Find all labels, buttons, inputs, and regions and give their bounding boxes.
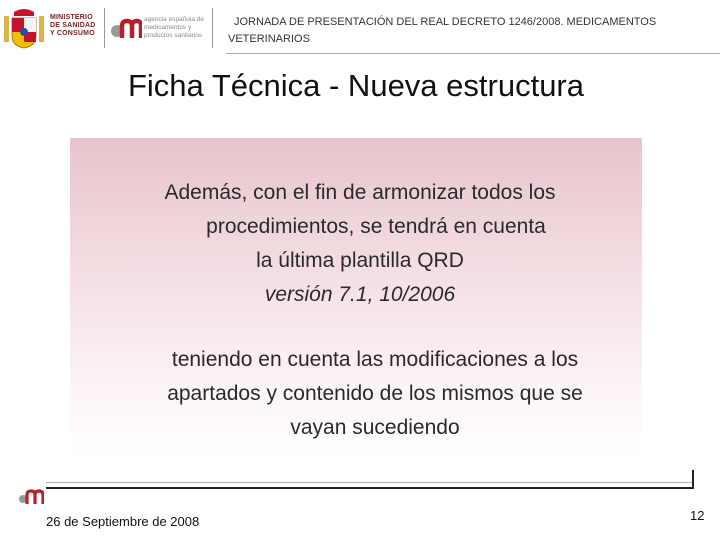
footer-divider xyxy=(46,487,694,489)
event-title: JORNADA DE PRESENTACIÓN DEL REAL DECRETO 1246/2008. MEDICAMENTOS VETERINARIOS xyxy=(228,16,657,45)
logo-separator xyxy=(104,8,105,48)
slide-header xyxy=(0,0,720,56)
agencia-logo-text: agencia española de medicamentos y productos sanitarios xyxy=(144,16,204,39)
slide-title: Ficha Técnica - Nueva estructura xyxy=(127,68,584,103)
header-divider xyxy=(226,53,720,54)
ministerio-logo-text: MINISTERIO DE SANIDAD Y CONSUMO xyxy=(50,14,96,37)
paragraph-line: Además, con el fin de armonizar todos los xyxy=(164,181,556,204)
paragraph-line: procedimientos, se tendrá en cuenta xyxy=(206,215,546,238)
footer-divider-tick xyxy=(692,470,694,489)
paragraph-qrd xyxy=(120,176,600,312)
footer-divider xyxy=(46,482,694,483)
logo-separator xyxy=(212,8,213,48)
paragraph-line: vayan sucediendo xyxy=(290,416,460,439)
page-number: 12 xyxy=(690,508,705,523)
agencia-logo xyxy=(110,10,210,50)
footer-date: 26 de Septiembre de 2008 xyxy=(46,514,200,529)
paragraph-line: teniendo en cuenta las modificaciones a los xyxy=(171,348,579,371)
qrd-version: versión 7.1, 10/2006 xyxy=(264,283,456,306)
footer-am-icon xyxy=(18,488,44,506)
ministerio-logo xyxy=(4,6,104,50)
paragraph-line: la última plantilla QRD xyxy=(256,249,464,272)
paragraph-modifications xyxy=(110,343,640,445)
coat-of-arms-icon xyxy=(4,6,44,50)
agencia-am-icon xyxy=(110,16,142,42)
paragraph-line: apartados y contenido de los mismos que se xyxy=(167,382,583,405)
